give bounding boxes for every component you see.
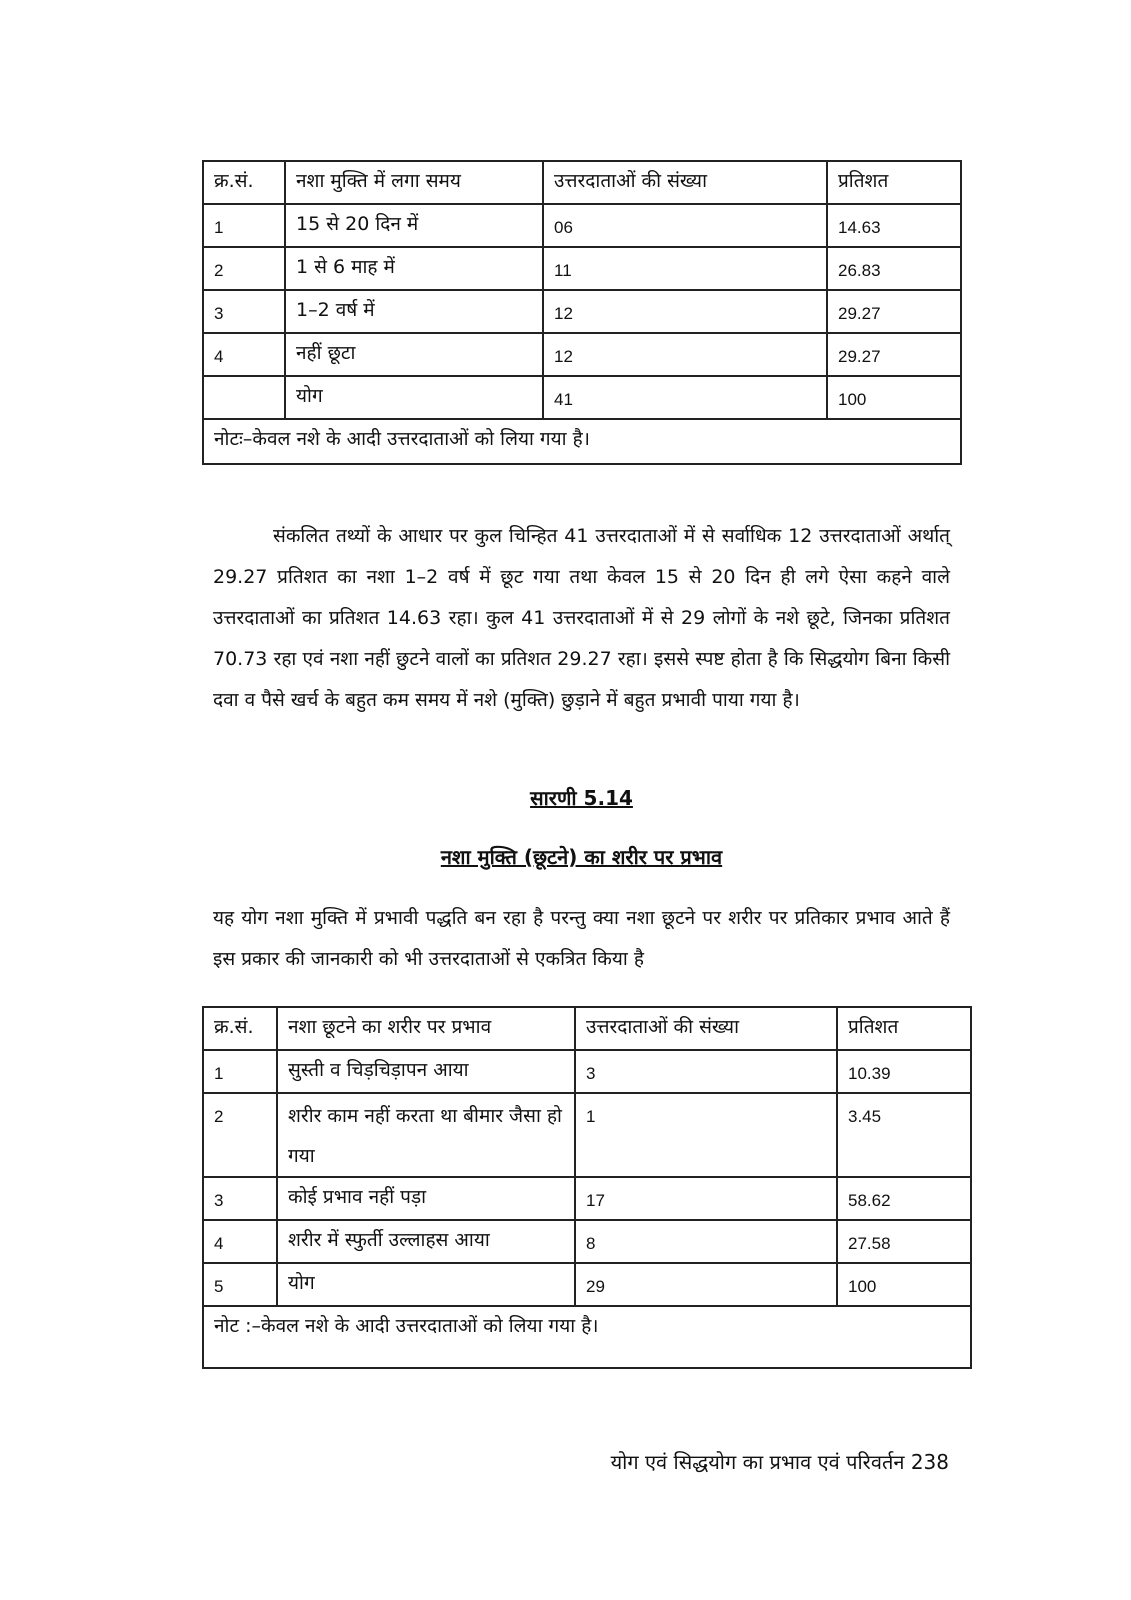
percent-cell: 100 xyxy=(837,1263,971,1306)
header-cell: नशा मुक्ति में लगा समय xyxy=(285,161,543,204)
percent-cell: 58.62 xyxy=(837,1177,971,1220)
table-note: नोट :–केवल नशे के आदी उत्तरदाताओं को लिया गया है। xyxy=(203,1306,971,1368)
header-cell: नशा छूटने का शरीर पर प्रभाव xyxy=(277,1007,575,1050)
count-cell: 41 xyxy=(543,376,827,419)
table-note-row xyxy=(203,419,961,464)
serial-cell: 4 xyxy=(203,333,285,376)
header-cell: प्रतिशत xyxy=(837,1007,971,1050)
effect-cell: शरीर काम नहीं करता था बीमार जैसा हो गया xyxy=(277,1093,575,1177)
addiction-recovery-time-table xyxy=(202,160,962,465)
table-header-row xyxy=(203,161,961,204)
duration-cell: 15 से 20 दिन में xyxy=(285,204,543,247)
count-cell: 1 xyxy=(575,1093,837,1177)
count-cell: 12 xyxy=(543,290,827,333)
serial-cell: 1 xyxy=(203,1050,277,1093)
table-row xyxy=(203,333,961,376)
duration-cell: 1–2 वर्ष में xyxy=(285,290,543,333)
serial-cell: 3 xyxy=(203,1177,277,1220)
serial-cell xyxy=(203,376,285,419)
table-title: नशा मुक्ति (छूटने) का शरीर पर प्रभाव xyxy=(440,845,723,869)
count-cell: 12 xyxy=(543,333,827,376)
table-header-row xyxy=(203,1007,971,1050)
count-cell: 17 xyxy=(575,1177,837,1220)
table-row xyxy=(203,1220,971,1263)
table-row xyxy=(203,1093,971,1177)
table-note-row xyxy=(203,1306,971,1368)
count-cell: 3 xyxy=(575,1050,837,1093)
header-cell: क्र.सं. xyxy=(203,161,285,204)
table-row xyxy=(203,247,961,290)
count-cell: 8 xyxy=(575,1220,837,1263)
duration-cell: नहीं छूटा xyxy=(285,333,543,376)
duration-cell: 1 से 6 माह में xyxy=(285,247,543,290)
table-note: नोटः–केवल नशे के आदी उत्तरदाताओं को लिया गया है। xyxy=(203,419,961,464)
table-total-row xyxy=(203,376,961,419)
table-total-row xyxy=(203,1263,971,1306)
analysis-paragraph: संकलित तथ्यों के आधार पर कुल चिन्हित 41 उत्तरदाताओं में से सर्वाधिक 12 उत्तरदाताओं अर्थात् 29.27 प्रतिशत का नशा 1–2 वर्ष में छूट गया तथा केवल 15 से 20 दिन ही लगे ऐसा कहने वाले उत्तरदाताओं का प्रतिशत 14.63 रहा। कुल 41 उत्तरदाताओं में से 29 लोगों के नशे छूटे, जिनका प्रतिशत 70.73 रहा एवं नशा नहीं छुटने वालों का प्रतिशत 29.27 रहा। इससे स्पष्ट होता है कि सिद्धयोग बिना किसी दवा व पैसे खर्च के बहुत कम समय में नशे (मुक्ति) छुड़ाने में बहुत प्रभावी पाया गया है। xyxy=(213,525,950,711)
count-cell: 29 xyxy=(575,1263,837,1306)
intro-paragraph: यह योग नशा मुक्ति में प्रभावी पद्धति बन रहा है परन्तु क्या नशा छूटने पर शरीर पर प्रतिकार प्रभाव आते हैं इस प्रकार की जानकारी को भी उत्तरदाताओं से एकत्रित किया है xyxy=(213,907,950,970)
effect-cell: सुस्ती व चिड़चिड़ापन आया xyxy=(277,1050,575,1093)
effect-cell: शरीर में स्फुर्ती उल्लाहस आया xyxy=(277,1220,575,1263)
count-cell: 11 xyxy=(543,247,827,290)
table-row xyxy=(203,1050,971,1093)
percent-cell: 14.63 xyxy=(827,204,961,247)
table-number: सारणी 5.14 xyxy=(530,786,633,810)
table-row xyxy=(203,290,961,333)
effect-cell: कोई प्रभाव नहीं पड़ा xyxy=(277,1177,575,1220)
header-cell: प्रतिशत xyxy=(827,161,961,204)
serial-cell: 4 xyxy=(203,1220,277,1263)
table-row xyxy=(203,204,961,247)
serial-cell: 1 xyxy=(203,204,285,247)
body-effect-table xyxy=(202,1006,972,1369)
header-cell: उत्तरदाताओं की संख्या xyxy=(543,161,827,204)
percent-cell: 29.27 xyxy=(827,333,961,376)
serial-cell: 5 xyxy=(203,1263,277,1306)
header-cell: क्र.सं. xyxy=(203,1007,277,1050)
serial-cell: 2 xyxy=(203,1093,277,1177)
header-cell: उत्तरदाताओं की संख्या xyxy=(575,1007,837,1050)
percent-cell: 10.39 xyxy=(837,1050,971,1093)
table-row xyxy=(203,1177,971,1220)
percent-cell: 26.83 xyxy=(827,247,961,290)
serial-cell: 3 xyxy=(203,290,285,333)
total-label-cell: योग xyxy=(285,376,543,419)
total-label-cell: योग xyxy=(277,1263,575,1306)
percent-cell: 29.27 xyxy=(827,290,961,333)
serial-cell: 2 xyxy=(203,247,285,290)
percent-cell: 100 xyxy=(827,376,961,419)
count-cell: 06 xyxy=(543,204,827,247)
percent-cell: 27.58 xyxy=(837,1220,971,1263)
percent-cell: 3.45 xyxy=(837,1093,971,1177)
page-footer: योग एवं सिद्धयोग का प्रभाव एवं परिवर्तन 238 xyxy=(610,1450,949,1474)
